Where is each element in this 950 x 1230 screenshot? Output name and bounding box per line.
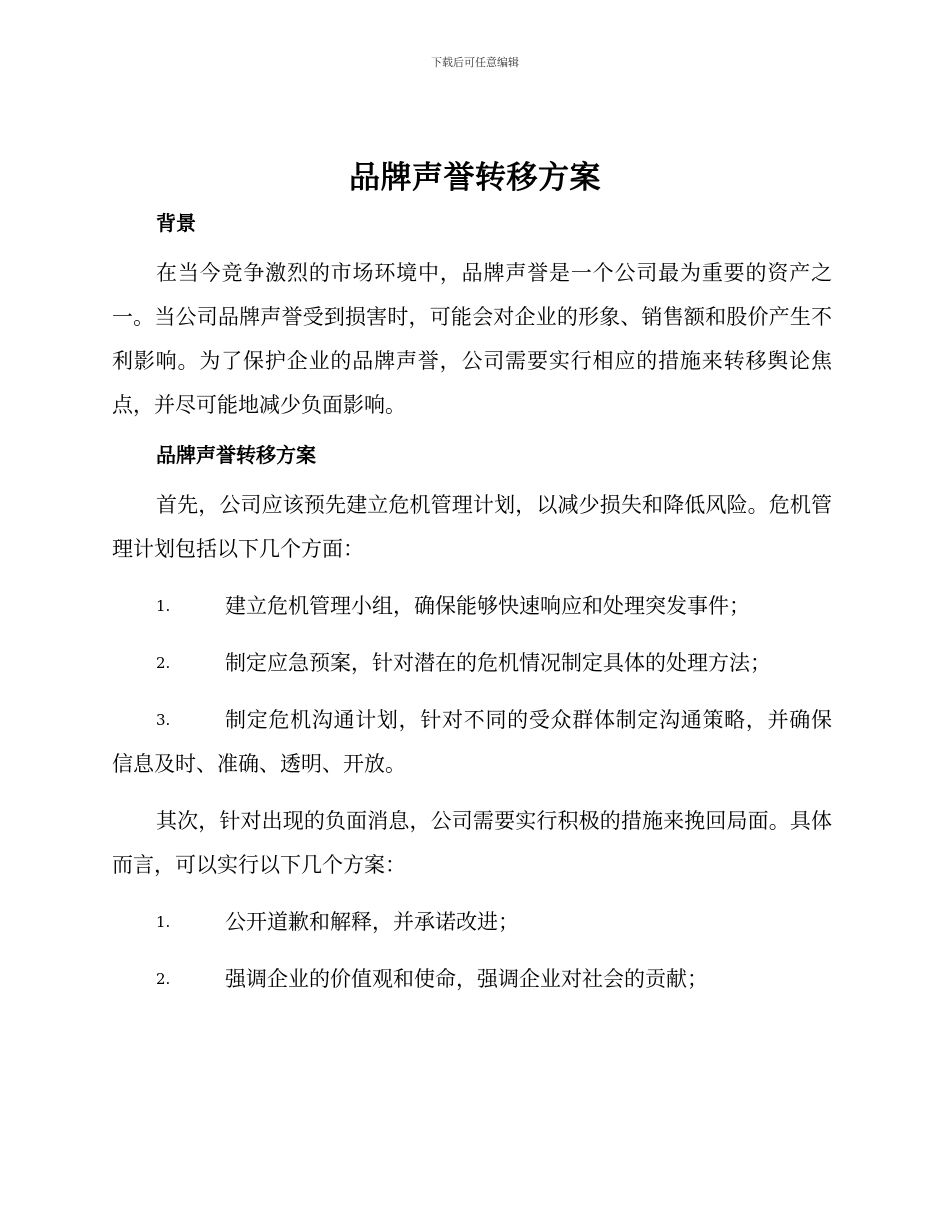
list-item [112,957,832,1001]
list-item-text: 公开道歉和解释，并承诺改进； [225,910,519,934]
list-item-text: 制定危机沟通计划，针对不同的受众群体制定沟通策略，并确保信息及时、准确、透明、开放。 [112,708,832,776]
list-item-text: 强调企业的价值观和使命，强调企业对社会的贡献； [225,967,708,991]
list-number: 1. [156,597,171,615]
plan-intro-paragraph: 首先，公司应该预先建立危机管理计划，以减少损失和降低风险。危机管理计划包括以下几个方面： [112,493,832,561]
plan-second-paragraph: 其次，针对出现的负面消息，公司需要实行积极的措施来挽回局面。具体而言，可以实行以下几个方案： [112,809,832,877]
list-number: 1. [156,913,171,931]
list-item [112,641,832,685]
list-item-text: 制定应急预案，针对潜在的危机情况制定具体的处理方法； [225,651,771,675]
list-number: 2. [156,970,171,988]
list-item [112,584,832,628]
list-item [112,900,832,944]
list-number: 3. [156,711,171,729]
list-item-text: 建立危机管理小组，确保能够快速响应和处理突发事件； [225,594,750,618]
section-heading-plan: 品牌声誉转移方案 [156,443,316,467]
list-number: 2. [156,654,171,672]
document-body [112,208,832,1001]
list-item [112,698,832,786]
document-title: 品牌声誉转移方案 [349,160,601,196]
header-note: 下载后可任意编辑 [431,56,519,69]
background-paragraph: 在当今竞争激烈的市场环境中，品牌声誉是一个公司最为重要的资产之一。当公司品牌声誉受到损害时，可能会对企业的形象、销售额和股价产生不利影响。为了保护企业的品牌声誉，公司需要实行相应的措施来转移舆论焦点，并尽可能地减少负面影响。 [112,261,832,417]
section-heading-background: 背景 [156,211,196,235]
